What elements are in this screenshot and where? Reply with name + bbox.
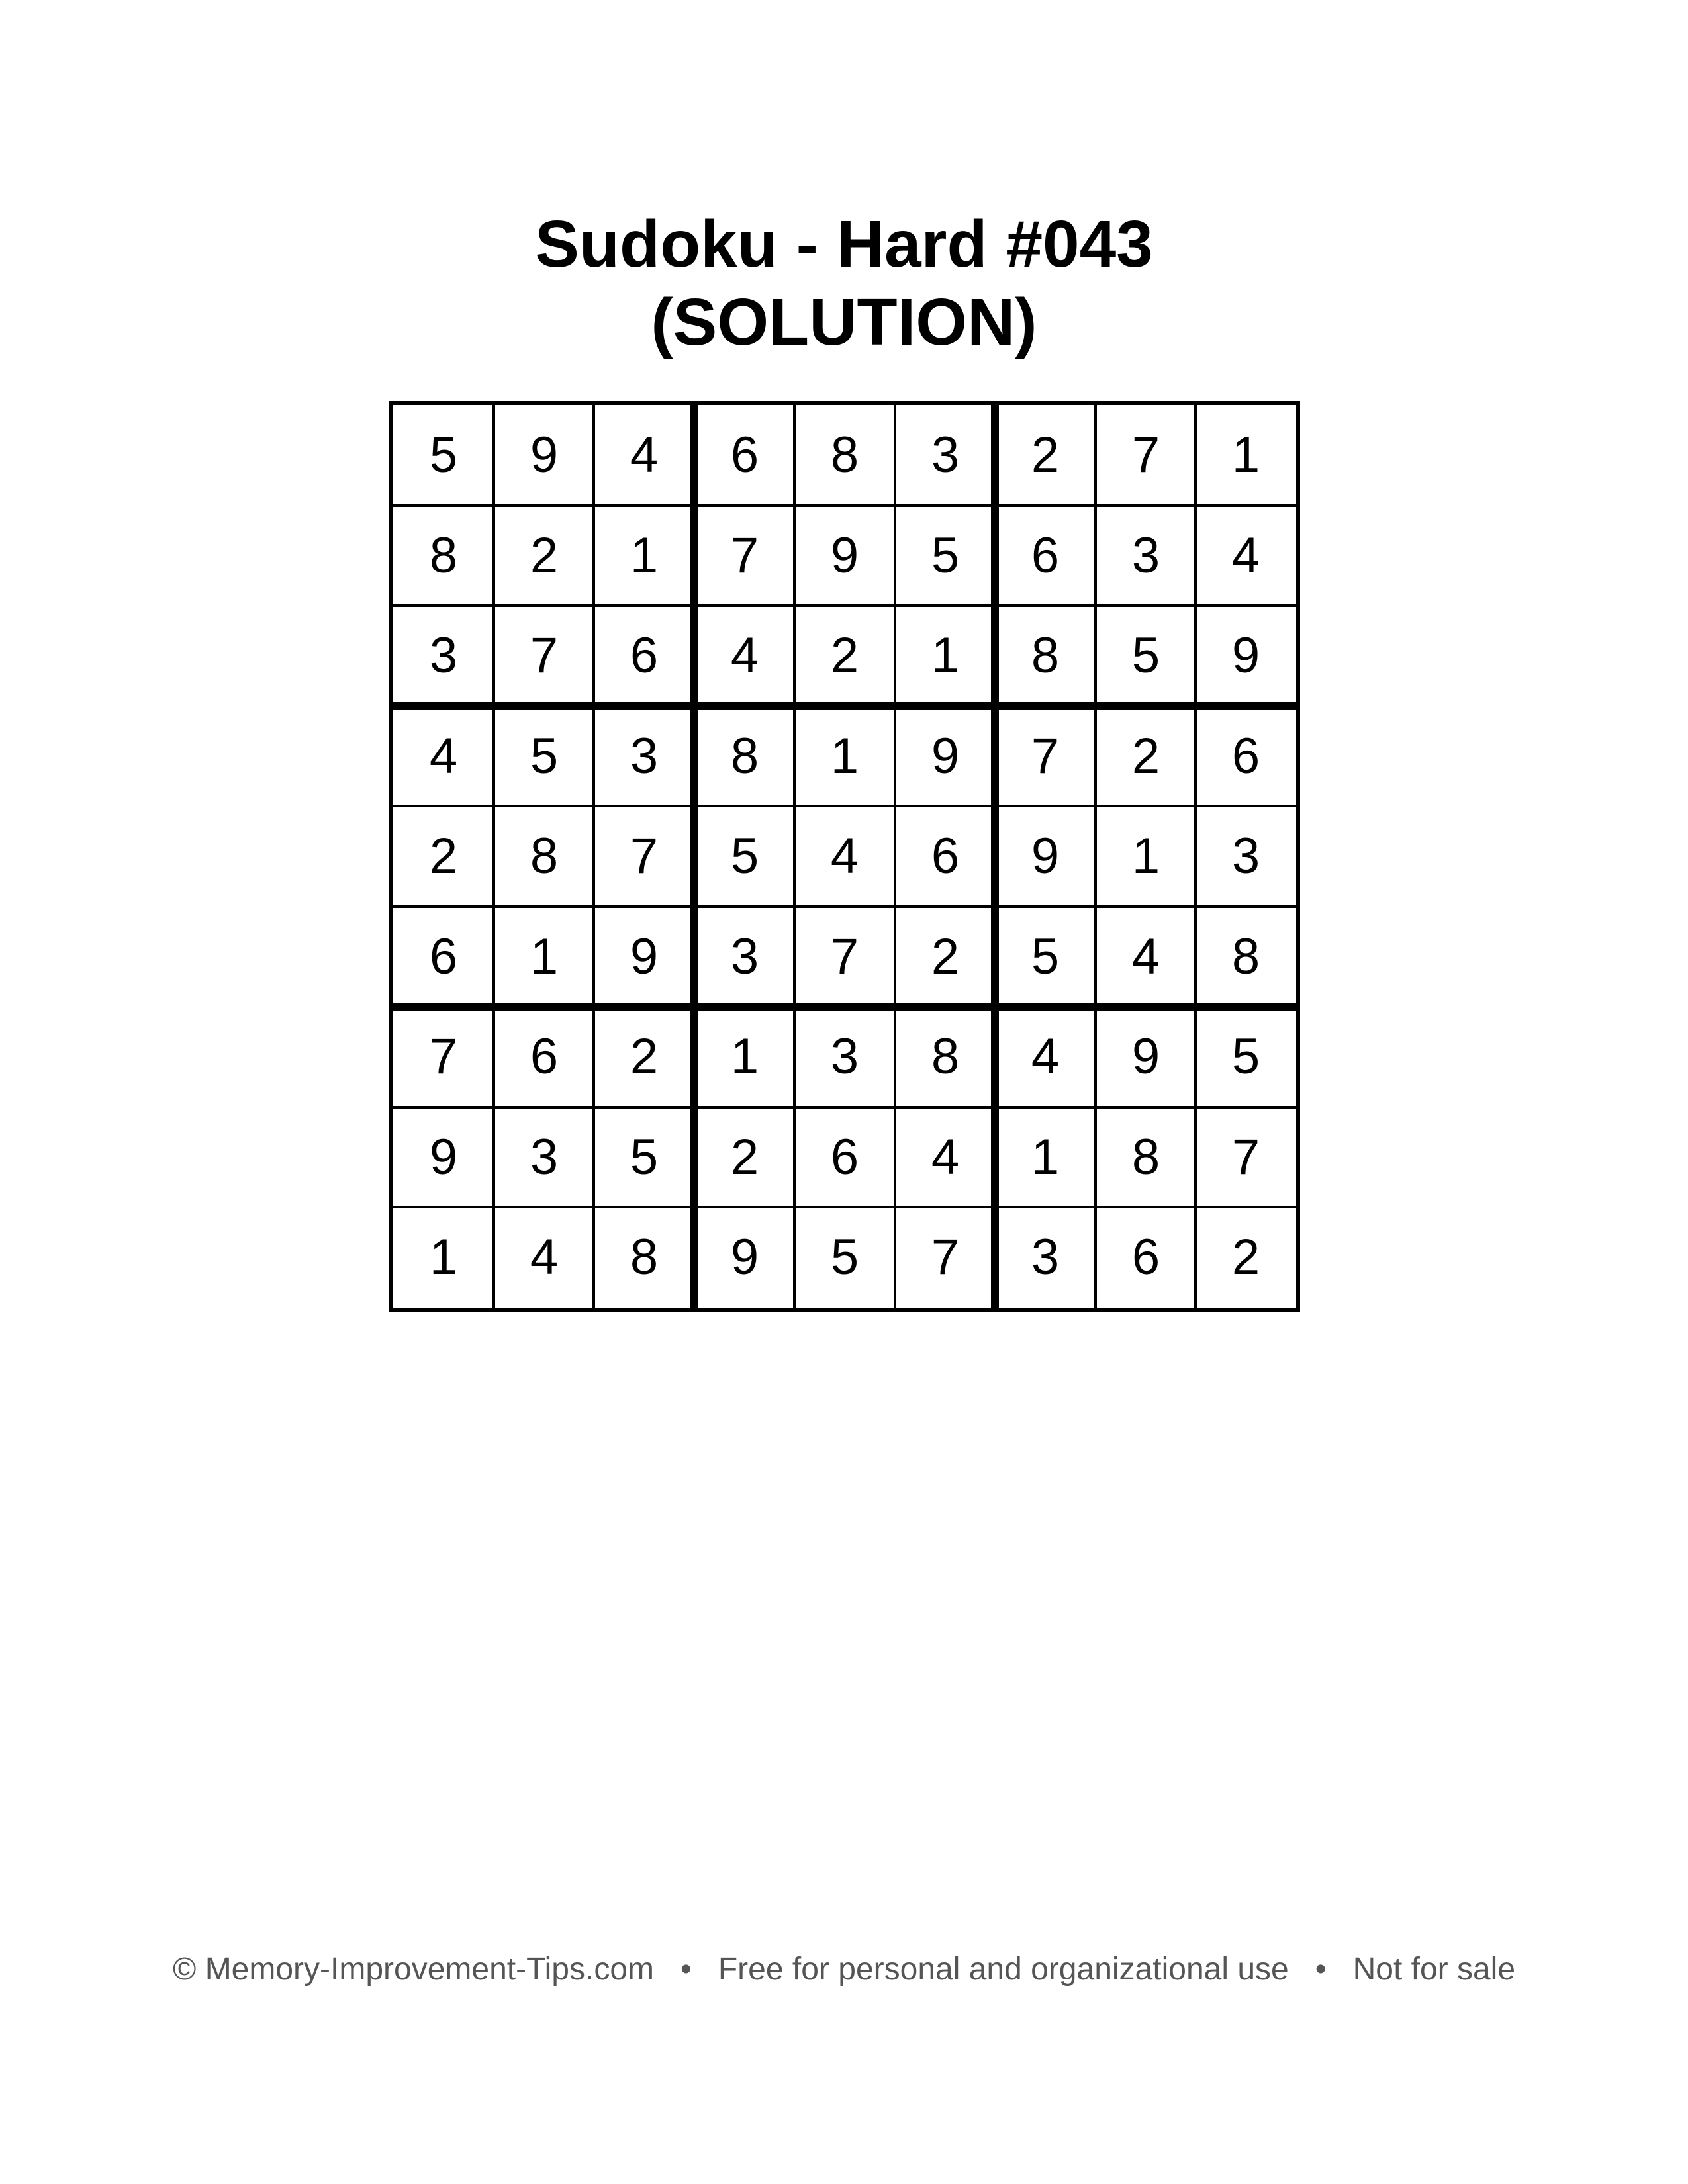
sudoku-cell: 4 [830, 828, 859, 884]
sudoku-cell: 2 [1131, 728, 1160, 784]
sudoku-cell: 5 [530, 728, 559, 784]
sudoku-cell: 2 [1031, 427, 1060, 483]
sudoku-cell: 9 [530, 427, 559, 483]
sudoku-cell: 7 [630, 828, 659, 884]
sudoku-cell: 5 [730, 828, 759, 884]
sudoku-cell: 5 [830, 1229, 859, 1285]
sudoku-cell: 3 [530, 1129, 559, 1185]
sudoku-cell: 3 [630, 728, 659, 784]
sudoku-cell: 1 [1031, 1129, 1060, 1185]
sudoku-cell: 9 [1131, 1028, 1160, 1085]
sudoku-cell: 3 [1131, 527, 1160, 584]
sudoku-cell: 8 [931, 1028, 960, 1085]
sudoku-cell: 1 [830, 728, 859, 784]
sudoku-cell: 4 [730, 627, 759, 684]
sudoku-cell: 7 [530, 627, 559, 684]
sudoku-cell: 8 [1231, 929, 1260, 985]
footer-sale: Not for sale [1352, 1952, 1516, 1987]
sudoku-cell: 1 [530, 929, 559, 985]
sudoku-cell: 4 [530, 1229, 559, 1285]
sudoku-cell: 3 [730, 929, 759, 985]
sudoku-cell: 4 [1131, 929, 1160, 985]
sudoku-cell: 5 [1231, 1028, 1260, 1085]
sudoku-cell: 2 [931, 929, 960, 985]
footer-separator: • [1315, 1952, 1327, 1987]
footer [0, 1950, 1688, 1989]
sudoku-cell: 7 [830, 929, 859, 985]
sudoku-cell: 7 [1131, 427, 1160, 483]
sudoku-cell: 1 [1131, 828, 1160, 884]
footer-copyright: © Memory-Improvement-Tips.com [172, 1952, 655, 1987]
sudoku-cell: 2 [730, 1129, 759, 1185]
sudoku-cell: 6 [1231, 728, 1260, 784]
sudoku-cell: 4 [429, 728, 458, 784]
sudoku-cell: 8 [830, 427, 859, 483]
sudoku-cell: 9 [730, 1229, 759, 1285]
sudoku-cell: 2 [530, 527, 559, 584]
sudoku-cell: 2 [830, 627, 859, 684]
sudoku-cell: 9 [1231, 627, 1260, 684]
sudoku-cell: 1 [429, 1229, 458, 1285]
sudoku-cell: 4 [630, 427, 659, 483]
sudoku-cell: 7 [931, 1229, 960, 1285]
sudoku-cell: 9 [1031, 828, 1060, 884]
sudoku-cell: 8 [1031, 627, 1060, 684]
sudoku-cell: 6 [730, 427, 759, 483]
sudoku-cell: 7 [1231, 1129, 1260, 1185]
sudoku-cell: 5 [1131, 627, 1160, 684]
sudoku-cell: 5 [931, 527, 960, 584]
footer-separator: • [680, 1952, 692, 1987]
sudoku-cell: 5 [1031, 929, 1060, 985]
sudoku-cell: 7 [730, 527, 759, 584]
sudoku-cell: 8 [730, 728, 759, 784]
sudoku-cell: 4 [1231, 527, 1260, 584]
sudoku-cell: 8 [630, 1229, 659, 1285]
sudoku-cell: 6 [429, 929, 458, 985]
sudoku-cell: 6 [931, 828, 960, 884]
sudoku-cell: 3 [830, 1028, 859, 1085]
sudoku-cell: 6 [830, 1129, 859, 1185]
footer-usage: Free for personal and organizational use [718, 1952, 1289, 1987]
sudoku-cell: 9 [429, 1129, 458, 1185]
puzzle-title: Sudoku - Hard #043 [535, 207, 1153, 281]
sudoku-cell: 4 [1031, 1028, 1060, 1085]
sudoku-cell: 1 [1231, 427, 1260, 483]
sudoku-cell: 2 [630, 1028, 659, 1085]
sudoku-cell: 5 [429, 427, 458, 483]
sudoku-cell: 2 [429, 828, 458, 884]
sudoku-cell: 6 [1031, 527, 1060, 584]
sudoku-cell: 1 [931, 627, 960, 684]
sudoku-cell: 3 [931, 427, 960, 483]
sudoku-cell: 9 [931, 728, 960, 784]
puzzle-subtitle: (SOLUTION) [651, 285, 1037, 359]
sudoku-cell: 3 [429, 627, 458, 684]
sudoku-cell: 3 [1231, 828, 1260, 884]
sudoku-cell: 7 [1031, 728, 1060, 784]
sudoku-cell: 5 [630, 1129, 659, 1185]
sudoku-cell: 3 [1031, 1229, 1060, 1285]
sudoku-cell: 8 [429, 527, 458, 584]
sudoku-cell: 6 [1131, 1229, 1160, 1285]
sudoku-cell: 7 [429, 1028, 458, 1085]
sudoku-cell: 2 [1231, 1229, 1260, 1285]
sudoku-cell: 6 [630, 627, 659, 684]
sudoku-cell: 8 [530, 828, 559, 884]
sudoku-cell: 1 [630, 527, 659, 584]
sudoku-cell: 1 [730, 1028, 759, 1085]
sudoku-cell: 9 [830, 527, 859, 584]
sudoku-cell: 9 [630, 929, 659, 985]
sudoku-cell: 6 [530, 1028, 559, 1085]
sudoku-cell: 4 [931, 1129, 960, 1185]
sudoku-grid [389, 401, 1300, 1312]
sudoku-cell: 8 [1131, 1129, 1160, 1185]
